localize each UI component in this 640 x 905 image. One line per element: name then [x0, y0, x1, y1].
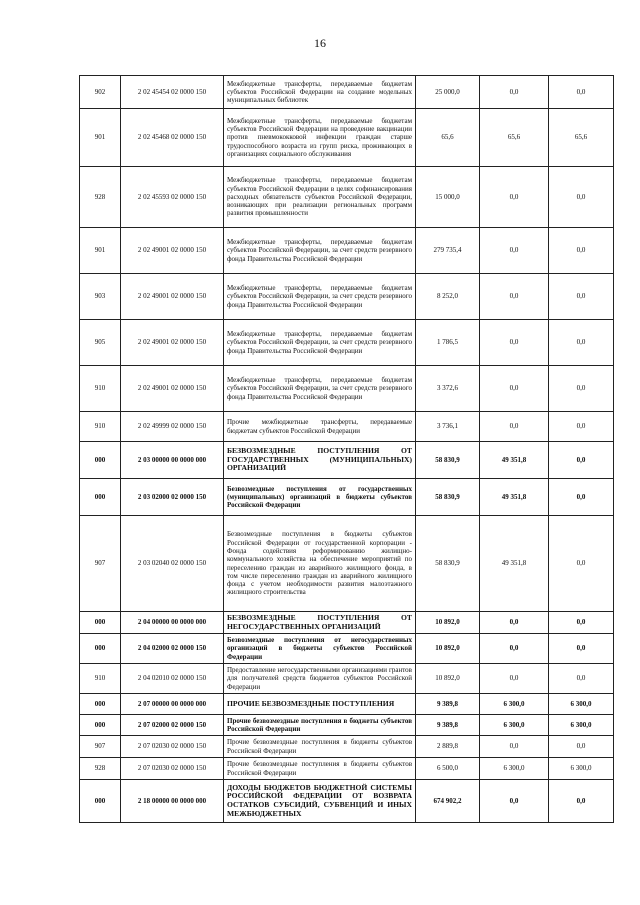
amount-year-3-cell: 0,0 — [549, 76, 614, 109]
table-row — [80, 715, 614, 736]
description-cell: Межбюджетные трансферты, передаваемые бюджетам субъектов Российской Федерации, за счет средств резервного фонда Правительства Российской Федерации — [224, 228, 416, 274]
amount-year-1-cell: 58 830,9 — [416, 516, 480, 612]
amount-year-2-cell: 0,0 — [480, 612, 549, 634]
description-cell: Предоставление негосударственными организациями грантов для получателей средств бюджетов субъектов Российской Федерации — [224, 664, 416, 694]
budget-code-cell: 2 07 02000 02 0000 150 — [121, 715, 224, 736]
admin-code-cell: 000 — [80, 612, 121, 634]
table-row — [80, 109, 614, 167]
table-row — [80, 612, 614, 634]
admin-code-cell: 000 — [80, 634, 121, 664]
table-row — [80, 320, 614, 366]
description-cell: Межбюджетные трансферты, передаваемые бюджетам субъектов Российской Федерации, за счет средств резервного фонда Правительства Российской Федерации — [224, 320, 416, 366]
table-row — [80, 758, 614, 780]
amount-year-1-cell: 8 252,0 — [416, 274, 480, 320]
amount-year-3-cell: 0,0 — [549, 167, 614, 228]
amount-year-3-cell: 6 300,0 — [549, 758, 614, 780]
budget-code-cell: 2 07 00000 00 0000 000 — [121, 694, 224, 715]
amount-year-3-cell: 0,0 — [549, 320, 614, 366]
table-row — [80, 228, 614, 274]
admin-code-cell: 928 — [80, 167, 121, 228]
admin-code-cell: 928 — [80, 758, 121, 780]
amount-year-2-cell: 0,0 — [480, 274, 549, 320]
budget-code-cell: 2 03 00000 00 0000 000 — [121, 442, 224, 479]
admin-code-cell: 905 — [80, 320, 121, 366]
description-cell: БЕЗВОЗМЕЗДНЫЕ ПОСТУПЛЕНИЯ ОТ ГОСУДАРСТВЕННЫХ (МУНИЦИПАЛЬНЫХ) ОРГАНИЗАЦИЙ — [224, 442, 416, 479]
amount-year-3-cell: 0,0 — [549, 479, 614, 516]
table-row — [80, 442, 614, 479]
amount-year-2-cell: 0,0 — [480, 664, 549, 694]
budget-code-cell: 2 18 00000 00 0000 000 — [121, 780, 224, 823]
budget-code-cell: 2 03 02000 02 0000 150 — [121, 479, 224, 516]
description-cell: Прочие безвозмездные поступления в бюджеты субъектов Российской Федерации — [224, 736, 416, 758]
table-row — [80, 479, 614, 516]
table-body — [80, 76, 614, 823]
amount-year-3-cell: 0,0 — [549, 228, 614, 274]
amount-year-3-cell: 6 300,0 — [549, 715, 614, 736]
amount-year-1-cell: 65,6 — [416, 109, 480, 167]
amount-year-3-cell: 0,0 — [549, 516, 614, 612]
amount-year-2-cell: 49 351,8 — [480, 479, 549, 516]
table-row — [80, 366, 614, 412]
description-cell: Безвозмездные поступления от государственных (муниципальных) организаций в бюджеты субъектов Российской Федерации — [224, 479, 416, 516]
amount-year-2-cell: 0,0 — [480, 634, 549, 664]
amount-year-2-cell: 49 351,8 — [480, 442, 549, 479]
amount-year-3-cell: 0,0 — [549, 442, 614, 479]
description-cell: Безвозмездные поступления от негосударственных организаций в бюджеты субъектов Российской Федерации — [224, 634, 416, 664]
amount-year-2-cell: 6 300,0 — [480, 758, 549, 780]
budget-code-cell: 2 07 02030 02 0000 150 — [121, 736, 224, 758]
description-cell: Прочие безвозмездные поступления в бюджеты субъектов Российской Федерации — [224, 758, 416, 780]
admin-code-cell: 910 — [80, 412, 121, 442]
amount-year-3-cell: 0,0 — [549, 634, 614, 664]
description-cell: Прочие безвозмездные поступления в бюджеты субъектов Российской Федерации — [224, 715, 416, 736]
amount-year-2-cell: 0,0 — [480, 366, 549, 412]
table-row — [80, 664, 614, 694]
table-row — [80, 780, 614, 823]
admin-code-cell: 902 — [80, 76, 121, 109]
admin-code-cell: 907 — [80, 736, 121, 758]
amount-year-3-cell: 0,0 — [549, 366, 614, 412]
amount-year-1-cell: 9 389,8 — [416, 715, 480, 736]
admin-code-cell: 907 — [80, 516, 121, 612]
description-cell: Межбюджетные трансферты, передаваемые бюджетам субъектов Российской Федерации, за счет средств резервного фонда Правительства Российской Федерации — [224, 366, 416, 412]
amount-year-1-cell: 674 902,2 — [416, 780, 480, 823]
amount-year-2-cell: 6 300,0 — [480, 694, 549, 715]
budget-code-cell: 2 02 49001 02 0000 150 — [121, 274, 224, 320]
admin-code-cell: 000 — [80, 715, 121, 736]
table-row — [80, 412, 614, 442]
amount-year-2-cell: 0,0 — [480, 736, 549, 758]
amount-year-2-cell: 0,0 — [480, 228, 549, 274]
budget-code-cell: 2 04 02000 02 0000 150 — [121, 634, 224, 664]
table-row — [80, 634, 614, 664]
amount-year-2-cell: 0,0 — [480, 320, 549, 366]
amount-year-1-cell: 6 500,0 — [416, 758, 480, 780]
budget-revenue-table — [79, 75, 614, 823]
amount-year-2-cell: 0,0 — [480, 167, 549, 228]
table-row — [80, 274, 614, 320]
description-cell: Безвозмездные поступления в бюджеты субъектов Российской Федерации от государственной корпорации - Фонда содействия реформированию жилищно-коммунального хозяйства на обеспечение мероприятий по переселению граждан из аварийного жилищного фонда, в том числе переселению граждан из аварийного жилищного фонда с учетом необходимости развития малоэтажного жилищного строительства — [224, 516, 416, 612]
amount-year-1-cell: 3 372,6 — [416, 366, 480, 412]
amount-year-1-cell: 2 889,8 — [416, 736, 480, 758]
amount-year-2-cell: 6 300,0 — [480, 715, 549, 736]
admin-code-cell: 000 — [80, 479, 121, 516]
admin-code-cell: 000 — [80, 694, 121, 715]
admin-code-cell: 000 — [80, 442, 121, 479]
budget-code-cell: 2 02 49001 02 0000 150 — [121, 228, 224, 274]
description-cell: Межбюджетные трансферты, передаваемые бюджетам субъектов Российской Федерации, за счет средств резервного фонда Правительства Российской Федерации — [224, 274, 416, 320]
amount-year-2-cell: 0,0 — [480, 412, 549, 442]
description-cell: Межбюджетные трансферты, передаваемые бюджетам субъектов Российской Федерации в целях софинансирования расходных обязательств субъектов Российской Федерации, возникающих при реализации региональных программ развития промышленности — [224, 167, 416, 228]
description-cell: Межбюджетные трансферты, передаваемые бюджетам субъектов Российской Федерации на проведение вакцинации против пневмококковой инфекции граждан старше трудоспособного возраста из групп риска, проживающих в организациях социального обслуживания — [224, 109, 416, 167]
amount-year-1-cell: 279 735,4 — [416, 228, 480, 274]
table-row — [80, 167, 614, 228]
amount-year-3-cell: 0,0 — [549, 664, 614, 694]
amount-year-1-cell: 10 892,0 — [416, 664, 480, 694]
budget-code-cell: 2 02 45593 02 0000 150 — [121, 167, 224, 228]
amount-year-3-cell: 0,0 — [549, 612, 614, 634]
admin-code-cell: 000 — [80, 780, 121, 823]
amount-year-1-cell: 3 736,1 — [416, 412, 480, 442]
amount-year-1-cell: 1 786,5 — [416, 320, 480, 366]
amount-year-1-cell: 15 000,0 — [416, 167, 480, 228]
table-row — [80, 516, 614, 612]
description-cell: ПРОЧИЕ БЕЗВОЗМЕЗДНЫЕ ПОСТУПЛЕНИЯ — [224, 694, 416, 715]
amount-year-3-cell: 65,6 — [549, 109, 614, 167]
description-cell: БЕЗВОЗМЕЗДНЫЕ ПОСТУПЛЕНИЯ ОТ НЕГОСУДАРСТВЕННЫХ ОРГАНИЗАЦИЙ — [224, 612, 416, 634]
description-cell: Прочие межбюджетные трансферты, передаваемые бюджетам субъектов Российской Федерации — [224, 412, 416, 442]
table-row — [80, 736, 614, 758]
amount-year-1-cell: 10 892,0 — [416, 634, 480, 664]
amount-year-1-cell: 9 389,8 — [416, 694, 480, 715]
amount-year-2-cell: 0,0 — [480, 76, 549, 109]
amount-year-3-cell: 6 300,0 — [549, 694, 614, 715]
budget-code-cell: 2 07 02030 02 0000 150 — [121, 758, 224, 780]
amount-year-3-cell: 0,0 — [549, 412, 614, 442]
table-row — [80, 76, 614, 109]
admin-code-cell: 901 — [80, 109, 121, 167]
admin-code-cell: 901 — [80, 228, 121, 274]
description-cell: Межбюджетные трансферты, передаваемые бюджетам субъектов Российской Федерации на создание модельных муниципальных библиотек — [224, 76, 416, 109]
amount-year-1-cell: 25 000,0 — [416, 76, 480, 109]
page-number: 16 — [314, 36, 326, 50]
budget-code-cell: 2 02 49001 02 0000 150 — [121, 366, 224, 412]
admin-code-cell: 910 — [80, 366, 121, 412]
amount-year-2-cell: 65,6 — [480, 109, 549, 167]
budget-code-cell: 2 04 02010 02 0000 150 — [121, 664, 224, 694]
amount-year-1-cell: 58 830,9 — [416, 479, 480, 516]
amount-year-3-cell: 0,0 — [549, 736, 614, 758]
admin-code-cell: 903 — [80, 274, 121, 320]
amount-year-2-cell: 49 351,8 — [480, 516, 549, 612]
amount-year-3-cell: 0,0 — [549, 274, 614, 320]
description-cell: ДОХОДЫ БЮДЖЕТОВ БЮДЖЕТНОЙ СИСТЕМЫ РОССИЙСКОЙ ФЕДЕРАЦИИ ОТ ВОЗВРАТА ОСТАТКОВ СУБСИДИЙ, СУБВЕНЦИЙ И ИНЫХ МЕЖБЮДЖЕТНЫХ — [224, 780, 416, 823]
budget-code-cell: 2 02 49001 02 0000 150 — [121, 320, 224, 366]
amount-year-1-cell: 10 892,0 — [416, 612, 480, 634]
budget-code-cell: 2 04 00000 00 0000 000 — [121, 612, 224, 634]
budget-code-cell: 2 02 49999 02 0000 150 — [121, 412, 224, 442]
amount-year-3-cell: 0,0 — [549, 780, 614, 823]
admin-code-cell: 910 — [80, 664, 121, 694]
budget-code-cell: 2 03 02040 02 0000 150 — [121, 516, 224, 612]
table-row — [80, 694, 614, 715]
budget-code-cell: 2 02 45454 02 0000 150 — [121, 76, 224, 109]
amount-year-2-cell: 0,0 — [480, 780, 549, 823]
budget-code-cell: 2 02 45468 02 0000 150 — [121, 109, 224, 167]
amount-year-1-cell: 58 830,9 — [416, 442, 480, 479]
